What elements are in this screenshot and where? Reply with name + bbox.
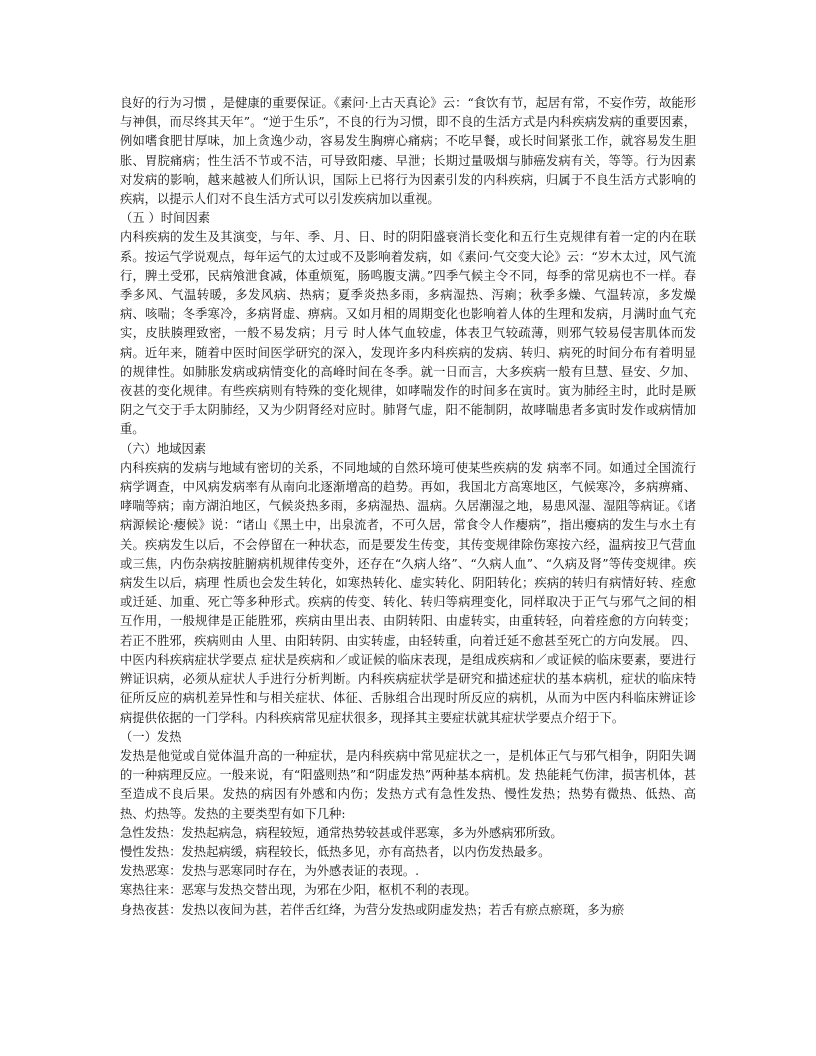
paragraph-region-factors: 内科疾病的发病与地域有密切的关系，不同地域的自然环境可使某些疾病的发 病率不同。如通过全国流行病学调查，中风病发病率有从南向北逐渐增高的趋势。再如，我国北方高寒地区，气候寒冷，多病痹痛、哮喘等病；南方湖泊地区，气候炎热多雨，多病湿热、温病。久居潮湿之地，易患风湿、湿阻等病证。《诸病源候论·瘿候》说：“诸山《黑土中，出泉流者，不可久居，常食令人作瘿病”，指出瘿病的发生与水土有关。疾病发生以后，不会停留在一种状态，而是要发生传变，其传变规律除伤寒按六经，温病按卫气营血或三焦，内伤杂病按脏腑病机规律传变外，还存在“久病人络”、“久病人血”、“久病及肾”等传变规律。疾病发生以后，病理 性质也会发生转化，如寒热转化、虚实转化、阴阳转化；疾病的转归有病情好转、痊愈或迁延、加重、死亡等多种形式。疾病的传变、转化、转归等病理变化，同样取决于正气与邪气之间的相互作用，一般规律是正能胜邪，疾病由里出表、由阴转阳、由虚转实，由重转轻，向着痊愈的方向转变；若正不胜邪，疾病则由 人里、由阳转阴、由实转虚，由轻转重，向着迁延不愈甚至死亡的方向发展。 四、中医内科疾病症状学要点 症状是疾病和／或证候的临床表现，是组成疾病和／或证候的临床要素，要进行辨证识病，必须从症状人手进行分析判断。内科疾病症状学是研究和描述症状的基本病机，症状的临床特征所反应的病机差异性和与相关症状、体征、舌脉组合出现时所反应的病机，从而为中医内科临床辨证诊病提供依据的一门学科。内科疾病常见症状很多，现择其主要症状就其症状学要点介绍于下。 bbox=[120, 460, 696, 725]
section-heading-time-factors: （五 ）时间因素 bbox=[120, 211, 210, 226]
section-heading-region-factors: （六）地域因素 bbox=[120, 441, 207, 456]
paragraph-time-factors: 内科疾病的发生及其演变，与年、季、月、日、时的阴阳盛衰消长变化和五行生克规律有着一定的内在联系。按运气学说观点，每年运气的太过或不及影响着发病，如《素问·气交变大论》云：“岁木太过，风气流行，脾土受邪，民病飧泄食减，体重烦冤，肠鸣腹支满。”四季气候主令不同，每季的常见病也不一样。春季多风、气温转暖，多发风病、热病；夏季炎热多雨，多病湿热、泻痢；秋季多燥、气温转凉，多发燥病、咳喘；冬季寒冷，多病肾虚、痹病。又如月相的周期变化也影响着人体的生理和发病，月满时血气充实，皮肤腠理致密，一般不易发病；月亏 时人体气血较虚，体表卫气较疏薄，则邪气较易侵害肌体而发病。近年来，随着中医时间医学研究的深入，发现许多内科疾病的发病、转归、病死的时间分布有着明显的规律性。如肺胀发病或病情变化的高峰时间在冬季。就一日而言，大多疾病一般有旦慧、昼安、夕加、夜甚的变化规律。有些疾病则有特殊的变化规律，如哮喘发作的时间多在寅时。寅为肺经主时，此时是厥阴之气交于手太阴肺经，又为少阴肾经对应时。肺肾气虚，阳不能制阴，故哮喘患者多寅时发作或病情加重。 bbox=[120, 230, 696, 437]
fever-type-acute: 急性发热：发热起病急，病程较短，通常热势较甚或伴恶寒，多为外感病邪所致。 bbox=[120, 825, 563, 840]
section-heading-fever: （一）发热 bbox=[120, 729, 182, 744]
paragraph-fever: 发热是他觉或自觉体温升高的一种症状，是内科疾病中常见症状之一，是机体正气与邪气相争，阴阳失调的一种病理反应。一般来说，有“阳盛则热”和“阴虚发热”两种基本病机。发 热能耗气伤津，损害机体，甚至造成不良后果。发热的病因有外感和内伤；发热方式有急性发热、慢性发热；热势有微热、低热、高热、灼热等。发热的主要类型有如下几种: bbox=[120, 748, 696, 821]
fever-type-night: 身热夜甚：发热以夜间为甚，若伴舌红绛，为营分发热或阴虚发热；若舌有瘀点瘀斑，多为瘀 bbox=[120, 902, 625, 917]
document-page bbox=[120, 94, 696, 920]
fever-type-aversion-to-cold: 发热恶寒：发热与恶寒同时存在，为外感表证的表现。. bbox=[120, 864, 420, 879]
fever-type-chronic: 慢性发热：发热起病缓，病程较长，低热多见，亦有高热者，以内伤发热最多。 bbox=[120, 844, 551, 859]
fever-type-alternating: 寒热往来：恶寒与发热交替出现，为邪在少阳，枢机不利的表现。 bbox=[120, 883, 477, 898]
paragraph-behavior-factors: 良好的行为习惯 ，是健康的重要保证。《素问·上古天真论》云：“食饮有节，起居有常，不妄作劳，故能形与神俱，而尽终其天年”。“逆于生乐”，不良的行为习惯，即不良的生活方式是内科疾病发病的重要因素，例如嗜食肥甘厚味，加上贪逸少动，容易发生胸痹心痛病；不吃早餐，或长时间紧张工作，就容易发生胆胀、胃脘痛病；性生活不节或不洁，可导致阳痿、早泄；长期过量吸烟与肺癌发病有关，等等。行为因素对发病的影响，越来越被人们所认识，国际上已将行为因素引发的内科疾病，归属于不良生活方式影响的疾病，以提示人们对不良生活方式可以引发疾病加以重视。 bbox=[120, 96, 696, 207]
